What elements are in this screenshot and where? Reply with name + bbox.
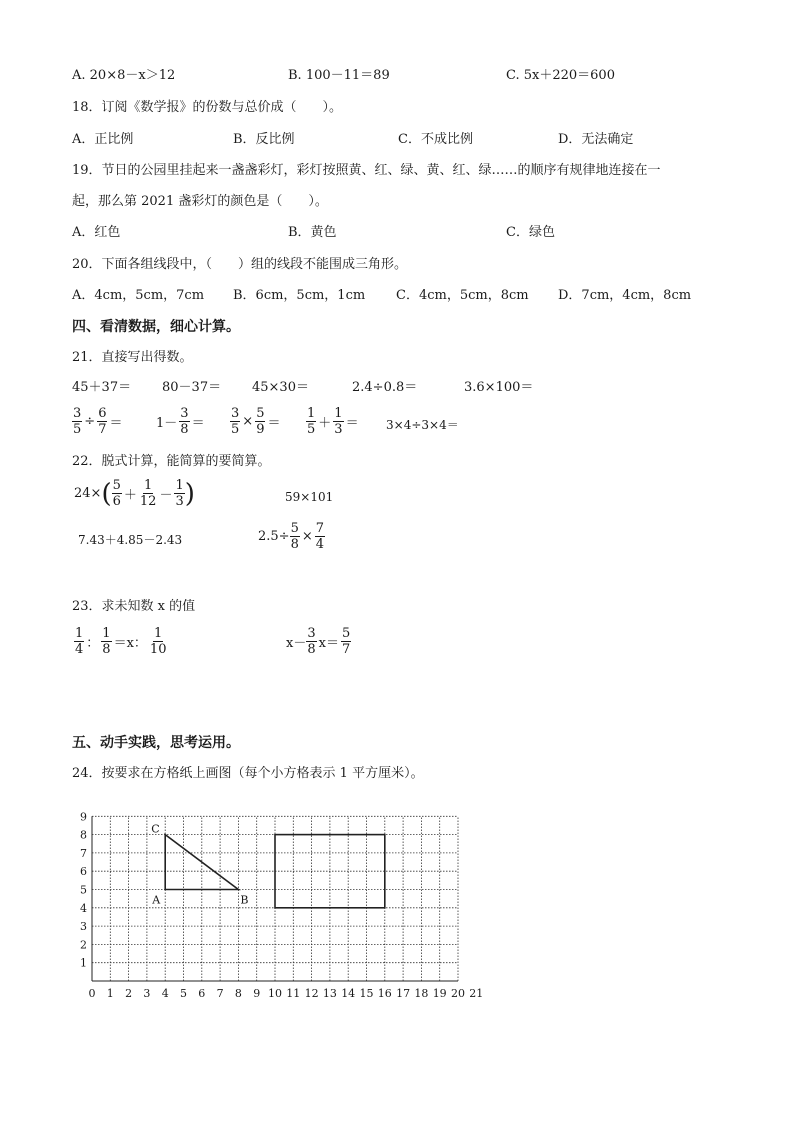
q21-stem: 21．直接写出得数。 — [72, 350, 193, 365]
equals-x-colon: ＝x： — [113, 636, 147, 651]
q19-option-b: B．黄色 — [288, 225, 337, 240]
q22-stem: 22．脱式计算，能简算的要简算。 — [72, 454, 271, 469]
x-tick-label: 3 — [143, 987, 151, 1000]
q21-item-6 — [72, 406, 124, 437]
y-tick-label: 6 — [80, 865, 87, 879]
grid-paper-figure — [70, 805, 484, 1005]
y-tick-label: 4 — [80, 901, 87, 915]
numerator: 5 — [341, 626, 351, 641]
denominator: 5 — [73, 422, 82, 437]
q20-option-c: C．4cm，5cm，8cm — [396, 288, 529, 303]
x-tick-label: 16 — [377, 987, 392, 1000]
x-tick-label: 10 — [268, 987, 282, 1000]
fraction — [74, 626, 84, 657]
q22-expr-2: 59×101 — [285, 490, 334, 504]
q22-expr-4 — [258, 521, 325, 552]
denominator: 10 — [149, 642, 167, 657]
x-tick-label: 15 — [359, 987, 374, 1000]
operator: － — [159, 488, 173, 503]
x-tick-label: 21 — [469, 987, 484, 1000]
q23-stem: 23．求未知数 x 的值 — [72, 599, 196, 614]
y-tick-label: 1 — [80, 956, 87, 970]
q20-option-d: D．7cm，4cm，8cm — [558, 288, 692, 303]
q21-item-2: 80－37＝ — [162, 380, 222, 395]
numerator: 1 — [144, 478, 153, 493]
denominator: 3 — [175, 494, 184, 509]
denominator: 4 — [75, 642, 84, 657]
operator: × — [242, 414, 254, 429]
q18-option-d: D．无法确定 — [558, 132, 634, 147]
q24-stem: 24．按要求在方格纸上画图（每个小方格表示 1 平方厘米）。 — [72, 766, 424, 781]
q23-equation-1 — [74, 626, 167, 657]
denominator: 8 — [180, 422, 189, 437]
fraction — [72, 406, 82, 437]
denominator: 8 — [307, 642, 316, 657]
denominator: 5 — [231, 422, 240, 437]
denominator: 7 — [341, 642, 351, 657]
vertex-label-b: B — [240, 893, 249, 907]
section-4-heading: 四、看清数据，细心计算。 — [72, 319, 240, 335]
q17-option-c: C. 5x＋220＝600 — [506, 68, 615, 83]
q19-option-c: C．绿色 — [506, 225, 555, 240]
prefix: 24× — [74, 486, 102, 501]
fraction — [97, 406, 107, 437]
denominator: 7 — [98, 422, 107, 437]
q19-option-a: A．红色 — [72, 225, 121, 240]
x-tick-label: 18 — [414, 987, 429, 1000]
fraction — [290, 521, 300, 552]
q22-expr-3: 7.43＋4.85－2.43 — [78, 533, 183, 547]
q22-expr-1 — [74, 478, 195, 509]
vertex-label-a: A — [152, 893, 161, 907]
equals: ＝ — [109, 416, 123, 431]
fraction — [101, 626, 111, 657]
x-tick-label: 12 — [304, 987, 319, 1000]
numerator: 3 — [73, 406, 82, 421]
equals: ＝ — [267, 416, 281, 431]
x-equals: x＝ — [318, 636, 339, 651]
fraction — [315, 521, 325, 552]
q20-option-a: A．4cm，5cm，7cm — [72, 288, 205, 303]
x-tick-label: 1 — [106, 987, 114, 1000]
numerator: 1 — [102, 626, 111, 641]
y-tick-label: 7 — [80, 846, 87, 860]
fraction — [333, 406, 343, 437]
fraction — [149, 626, 168, 657]
y-tick-label: 2 — [80, 938, 87, 952]
x-tick-label: 0 — [88, 987, 96, 1000]
x-tick-label: 11 — [286, 987, 301, 1000]
operator: ＋ — [318, 416, 332, 431]
q19-stem-line2: 起，那么第 2021 盏彩灯的颜色是（ ）。 — [72, 194, 328, 209]
numerator: 3 — [307, 626, 316, 641]
numerator: 5 — [256, 406, 265, 421]
q20-stem: 20．下面各组线段中，（ ）组的线段不能围成三角形。 — [72, 257, 408, 272]
section-5-heading: 五、动手实践，思考运用。 — [72, 735, 240, 751]
q21-item-5: 3.6×100＝ — [464, 380, 534, 395]
q21-item-4: 2.4÷0.8＝ — [352, 380, 418, 395]
x-tick-label: 13 — [322, 987, 337, 1000]
x-tick-label: 6 — [198, 987, 206, 1000]
q18-option-b: B．反比例 — [233, 132, 295, 147]
numerator: 3 — [231, 406, 240, 421]
x-tick-label: 5 — [180, 987, 187, 1000]
vertex-label-c: C — [151, 822, 160, 836]
right-paren: ) — [184, 478, 195, 509]
fraction — [306, 406, 316, 437]
denominator: 8 — [290, 537, 299, 552]
numerator: 6 — [98, 406, 107, 421]
equals: ＝ — [345, 416, 359, 431]
denominator: 9 — [256, 422, 265, 437]
x-tick-label: 9 — [253, 987, 261, 1000]
x-tick-label: 17 — [396, 987, 411, 1000]
numerator: 1 — [334, 406, 343, 421]
x-tick-label: 2 — [125, 987, 133, 1000]
y-tick-label: 5 — [80, 883, 87, 897]
q17-option-b: B. 100－11＝89 — [288, 68, 390, 83]
numerator: 5 — [112, 478, 121, 493]
numerator: 5 — [290, 521, 299, 536]
q21-item-9 — [306, 406, 361, 437]
q21-item-10: 3×4÷3×4＝ — [386, 418, 459, 432]
q17-option-a: A. 20×8－x＞12 — [72, 68, 176, 83]
prefix: 1－ — [156, 416, 178, 431]
q21-item-1: 45＋37＝ — [72, 380, 132, 395]
q18-option-c: C．不成比例 — [398, 132, 473, 147]
q19-stem-line1: 19．节日的公园里挂起来一盏盏彩灯，彩灯按照黄、红、绿、黄、红、绿……的顺序有规律地连接在一 — [72, 163, 661, 178]
q18-option-a: A．正比例 — [72, 132, 134, 147]
numerator: 1 — [307, 406, 316, 421]
q21-item-3: 45×30＝ — [252, 380, 309, 395]
operator: ÷ — [84, 414, 96, 429]
numerator: 1 — [75, 626, 84, 641]
x-tick-label: 19 — [432, 987, 447, 1000]
x-tick-label: 4 — [161, 987, 169, 1000]
q21-item-8 — [230, 406, 282, 437]
left-paren: ( — [101, 478, 112, 509]
x-tick-label: 7 — [216, 987, 224, 1000]
q23-equation-2 — [286, 626, 351, 657]
operator: ＋ — [123, 488, 137, 503]
fraction — [341, 626, 351, 657]
q18-stem: 18．订阅《数学报》的份数与总价成（ ）。 — [72, 100, 343, 115]
fraction — [306, 626, 316, 657]
prefix: 2.5÷ — [258, 529, 290, 544]
y-tick-label: 8 — [80, 828, 87, 842]
fraction — [174, 478, 184, 509]
equals: ＝ — [191, 416, 205, 431]
y-tick-label: 9 — [80, 810, 87, 824]
x-tick-label: 8 — [234, 987, 242, 1000]
ratio-colon: ： — [86, 636, 100, 651]
denominator: 8 — [102, 642, 111, 657]
fraction — [179, 406, 189, 437]
fraction — [255, 406, 265, 437]
q20-option-b: B．6cm，5cm，1cm — [233, 288, 366, 303]
fraction — [139, 478, 158, 509]
denominator: 6 — [112, 494, 121, 509]
denominator: 4 — [315, 537, 325, 552]
fraction — [230, 406, 240, 437]
denominator: 3 — [334, 422, 343, 437]
denominator: 12 — [139, 494, 157, 509]
numerator: 7 — [315, 521, 325, 536]
operator: × — [301, 529, 313, 544]
prefix: x－ — [286, 636, 307, 651]
x-tick-label: 14 — [341, 987, 356, 1000]
fraction — [112, 478, 122, 509]
x-tick-label: 20 — [451, 987, 465, 1000]
numerator: 3 — [180, 406, 189, 421]
numerator: 1 — [154, 626, 163, 641]
numerator: 1 — [175, 478, 184, 493]
denominator: 5 — [307, 422, 316, 437]
y-tick-label: 3 — [80, 920, 87, 934]
q21-item-7 — [154, 406, 207, 437]
